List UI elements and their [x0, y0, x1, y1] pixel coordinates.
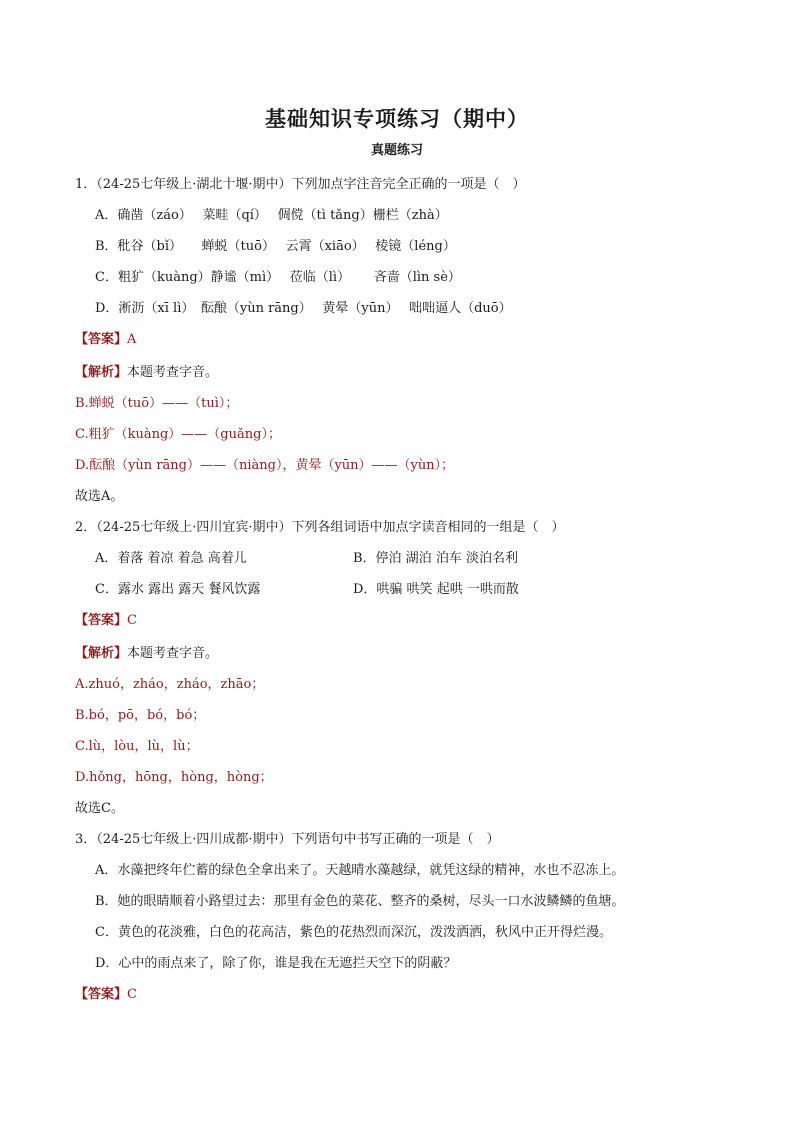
q1-answer	[75, 331, 136, 349]
analysis-text: 本题考查字音。	[127, 365, 219, 380]
q1-explanation-c: C.粗犷（kuàng）——（guǎng）；	[75, 427, 281, 442]
analysis-tag: 【解析】	[75, 646, 128, 661]
q1-option-a: A．确凿（záo） 菜畦（qí） 倜傥（tì tǎng）栅栏（zhà）	[95, 208, 448, 223]
analysis-text: 本题考查字音。	[127, 646, 219, 661]
q3-option-c: C．黄色的花淡雅，白色的花高洁，紫色的花热烈而深沉，泼泼洒洒，秋风中正开得烂漫。	[95, 925, 612, 940]
q1-explanation-d: D.酝酿（yùn rāng）——（niàng），黄晕（yūn）——（yùn）；	[75, 458, 455, 473]
q2-explanation-b: B.bó，pō，bó，bó；	[75, 708, 206, 723]
q1-explanation-b: B.蝉蜕（tuō）——（tuì）；	[75, 396, 239, 411]
answer-value: A	[127, 332, 137, 347]
q2-option-a: A．着落 着凉 着急 高着儿	[95, 551, 247, 566]
q2-answer	[75, 612, 137, 630]
q2-option-d: D．哄骗 哄笑 起哄 一哄而散	[353, 582, 519, 597]
answer-tag: 【答案】	[75, 332, 128, 347]
q1-option-c: C．粗犷（kuàng）静谧（mì） 莅临（lì） 吝啬（lìn sè）	[95, 270, 461, 285]
q1-conclusion: 故选A。	[75, 489, 124, 504]
analysis-tag: 【解析】	[75, 365, 128, 380]
page-title: 基础知识专项练习（期中）	[265, 107, 529, 131]
answer-value: C	[127, 613, 137, 628]
page-subtitle: 真题练习	[370, 143, 423, 158]
answer-tag: 【答案】	[75, 987, 128, 1002]
q3-option-d: D．心中的雨点来了，除了你，谁是我在无遮拦天空下的阴蔽？	[95, 956, 457, 971]
q2-analysis	[75, 645, 218, 663]
q2-explanation-a: A.zhuó，zháo，zháo，zhāo；	[75, 677, 265, 692]
q2-explanation-c: C.lù，lòu，lù，lù；	[75, 739, 199, 754]
q3-option-b: B．她的眼睛顺着小路望过去：那里有金色的菜花、整齐的桑树，尽头一口水波鳞鳞的鱼塘。	[95, 894, 625, 909]
q3-option-a: A．水藻把终年伫蓄的绿色全拿出来了。天越晴水藻越绿，就凭这绿的精神，水也不忍冻上。	[95, 863, 625, 878]
q1-analysis	[75, 364, 218, 382]
answer-tag: 【答案】	[75, 613, 128, 628]
q2-option-b: B．停泊 湖泊 泊车 淡泊名利	[353, 551, 518, 566]
q3-answer	[75, 986, 137, 1004]
q1-option-d: D．淅沥（xī lì） 酝酿（yùn rāng） 黄晕（yūn） 咄咄逼人（duō）	[95, 301, 512, 316]
q2-option-c: C．露水 露出 露天 餐风饮露	[95, 582, 261, 597]
answer-value: C	[127, 987, 137, 1002]
q2-conclusion: 故选C。	[75, 801, 124, 816]
q1-stem: 1．（24-25七年级上·湖北十堰·期中）下列加点字注音完全正确的一项是（ ）	[75, 177, 526, 192]
q1-option-b: B．秕谷（bǐ） 蝉蜕（tuō） 云霄（xiāo） 棱镜（léng）	[95, 239, 456, 254]
q2-stem: 2．（24-25七年级上·四川宜宾·期中）下列各组词语中加点字读音相同的一组是（ ）	[75, 520, 565, 535]
q3-stem: 3．（24-25七年级上·四川成都·期中）下列语句中书写正确的一项是（ ）	[75, 832, 500, 847]
q2-explanation-d: D.hǒng，hōng，hòng，hòng；	[75, 770, 273, 785]
